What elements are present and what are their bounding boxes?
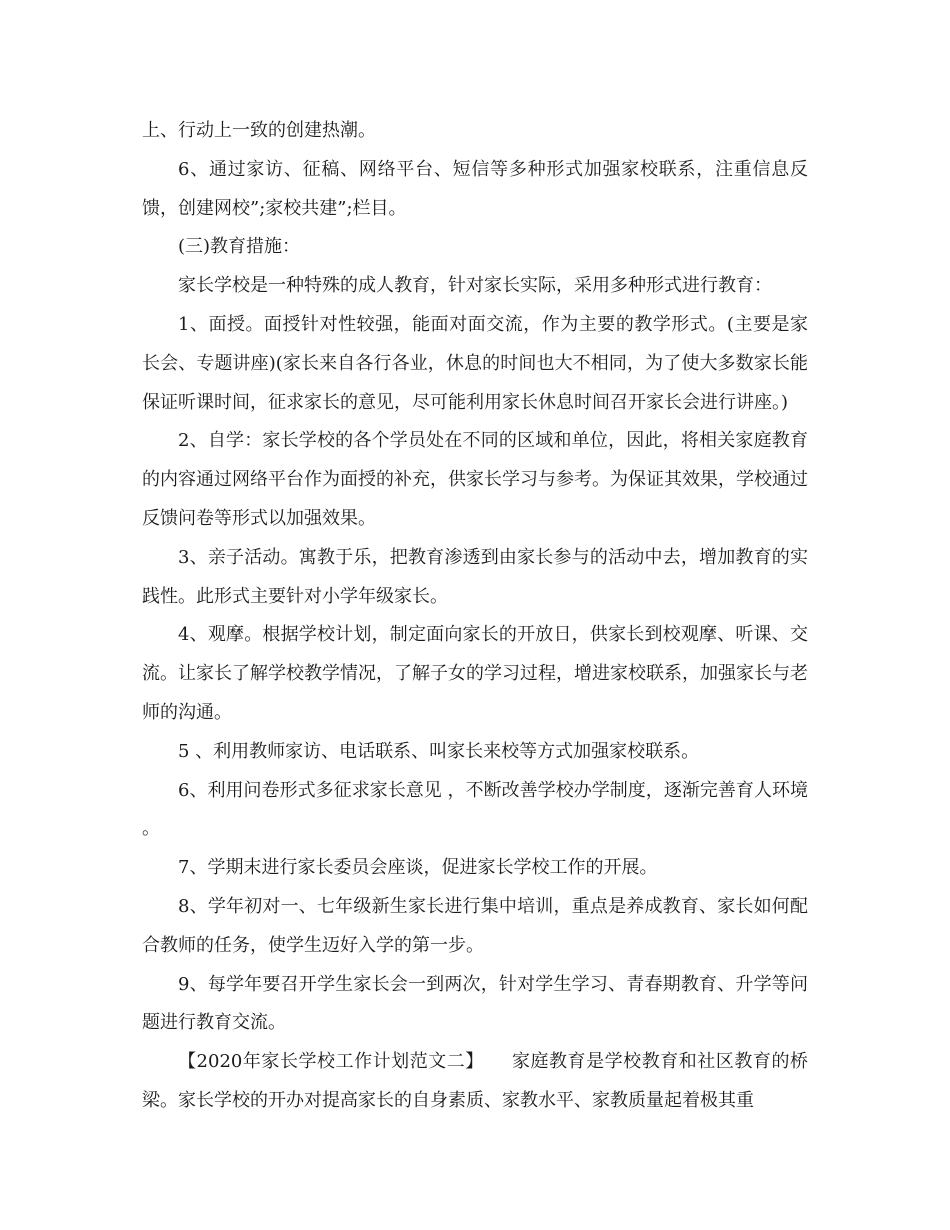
paragraph-item-7: 7、学期末进行家长委员会座谈，促进家长学校工作的开展。 — [178, 857, 658, 879]
document-body — [142, 112, 808, 1121]
paragraph-item-9: 9、每学年要召开学生家长会一到两次，针对学生学习、青春期教育、升学等问题进行教育交流。 — [142, 973, 808, 1034]
paragraph-item-6: 6、利用问卷形式多征求家长意见 ，不断改善学校办学制度，逐渐完善育人环境 。 — [142, 779, 808, 840]
paragraph-item-5: 5 、利用教师家访、电话联系、叫家长来校等方式加强家校联系。 — [178, 740, 700, 762]
paragraph-item-2: 2、自学：家长学校的各个学员处在不同的区域和单位，因此，将相关家庭教育的内容通过网络平台作为面授的补充，供家长学习与参考。为保证其效果，学校通过反馈问卷等形式以加强效果。 — [142, 430, 808, 529]
section-heading-measures: (三)教育措施： — [178, 236, 301, 258]
paragraph-continuation: 上、行动上一致的创建热潮。 — [142, 120, 376, 141]
paragraph-item-6-contact: 6、通过家访、征稿、网络平台、短信等多种形式加强家校联系，注重信息反馈，创建网校”;家校共建”;栏目。 — [142, 158, 808, 219]
paragraph-sample-two-intro: 【2020年家长学校工作计划范文二】 家庭教育是学校教育和社区教育的桥梁。家长学校的开办对提高家长的自身素质、家教水平、家教质量起着极其重 — [142, 1051, 808, 1111]
paragraph-item-4: 4、观摩。根据学校计划，制定面向家长的开放日，供家长到校观摩、听课、交流。让家长了解学校教学情况，了解子女的学习过程，增进家校联系，加强家长与老师的沟通。 — [142, 624, 808, 723]
paragraph-item-8: 8、学年初对一、七年级新生家长进行集中培训，重点是养成教育、家长如何配合教师的任务，使学生迈好入学的第一步。 — [142, 895, 808, 956]
paragraph-intro: 家长学校是一种特殊的成人教育，针对家长实际，采用多种形式进行教育： — [178, 275, 772, 297]
paragraph-item-1: 1、面授。面授针对性较强，能面对面交流，作为主要的教学形式。(主要是家长会、专题讲座)(家长来自各行各业，休息的时间也大不相同，为了使大多数家长能保证听课时间，征求家长的意见，尽可能利用家长休息时间召开家长会进行讲座。) — [142, 313, 808, 413]
paragraph-item-3: 3、亲子活动。寓教于乐，把教育渗透到由家长参与的活动中去，增加教育的实践性。此形式主要针对小学年级家长。 — [142, 546, 808, 607]
